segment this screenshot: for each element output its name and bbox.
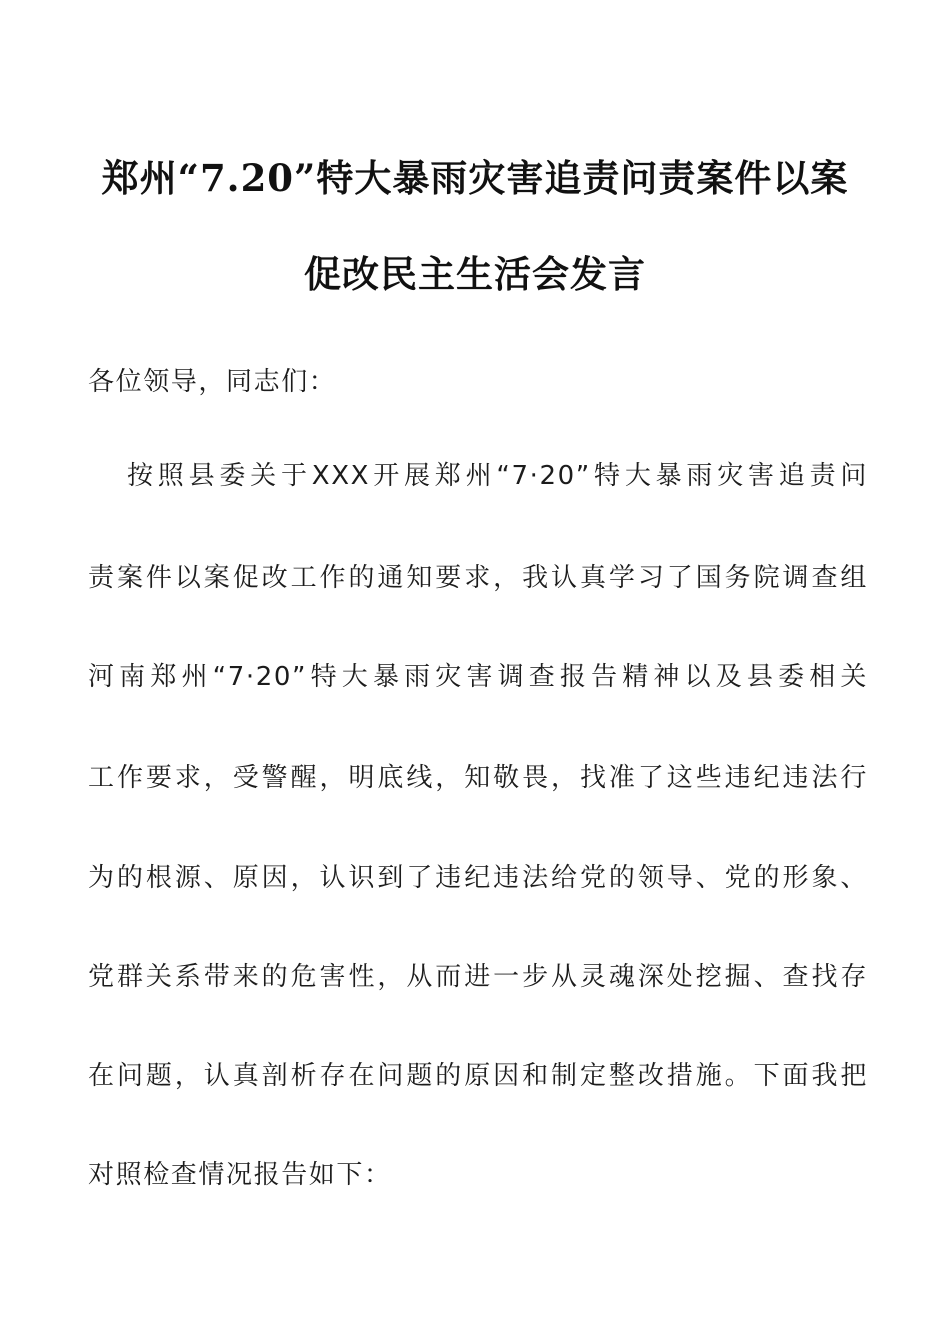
salutation: 各位领导，同志们： <box>88 367 337 397</box>
paragraph-line: 对照检查情况报告如下： <box>88 1160 392 1190</box>
paragraph-line: 工作要求，受警醒，明底线，知敬畏，找准了这些违纪违法行 <box>88 763 868 793</box>
paragraph-line: 河南郑州“7·20”特大暴雨灾害调查报告精神以及县委相关 <box>88 662 868 692</box>
paragraph-line: 在问题，认真剖析存在问题的原因和制定整改措施。下面我把 <box>88 1061 868 1091</box>
document-title-line-1: 郑州“7.20”特大暴雨灾害追责问责案件以案 <box>101 156 849 200</box>
paragraph-line: 为的根源、原因，认识到了违纪违法给党的领导、党的形象、 <box>88 863 868 893</box>
paragraph-line: 党群关系带来的危害性，从而进一步从灵魂深处挖掘、查找存 <box>88 962 868 992</box>
document-title-line-2: 促改民主生活会发言 <box>304 252 646 296</box>
paragraph-line: 责案件以案促改工作的通知要求，我认真学习了国务院调查组 <box>88 563 868 593</box>
paragraph-line: 按照县委关于XXX开展郑州“7·20”特大暴雨灾害追责问 <box>127 461 868 491</box>
